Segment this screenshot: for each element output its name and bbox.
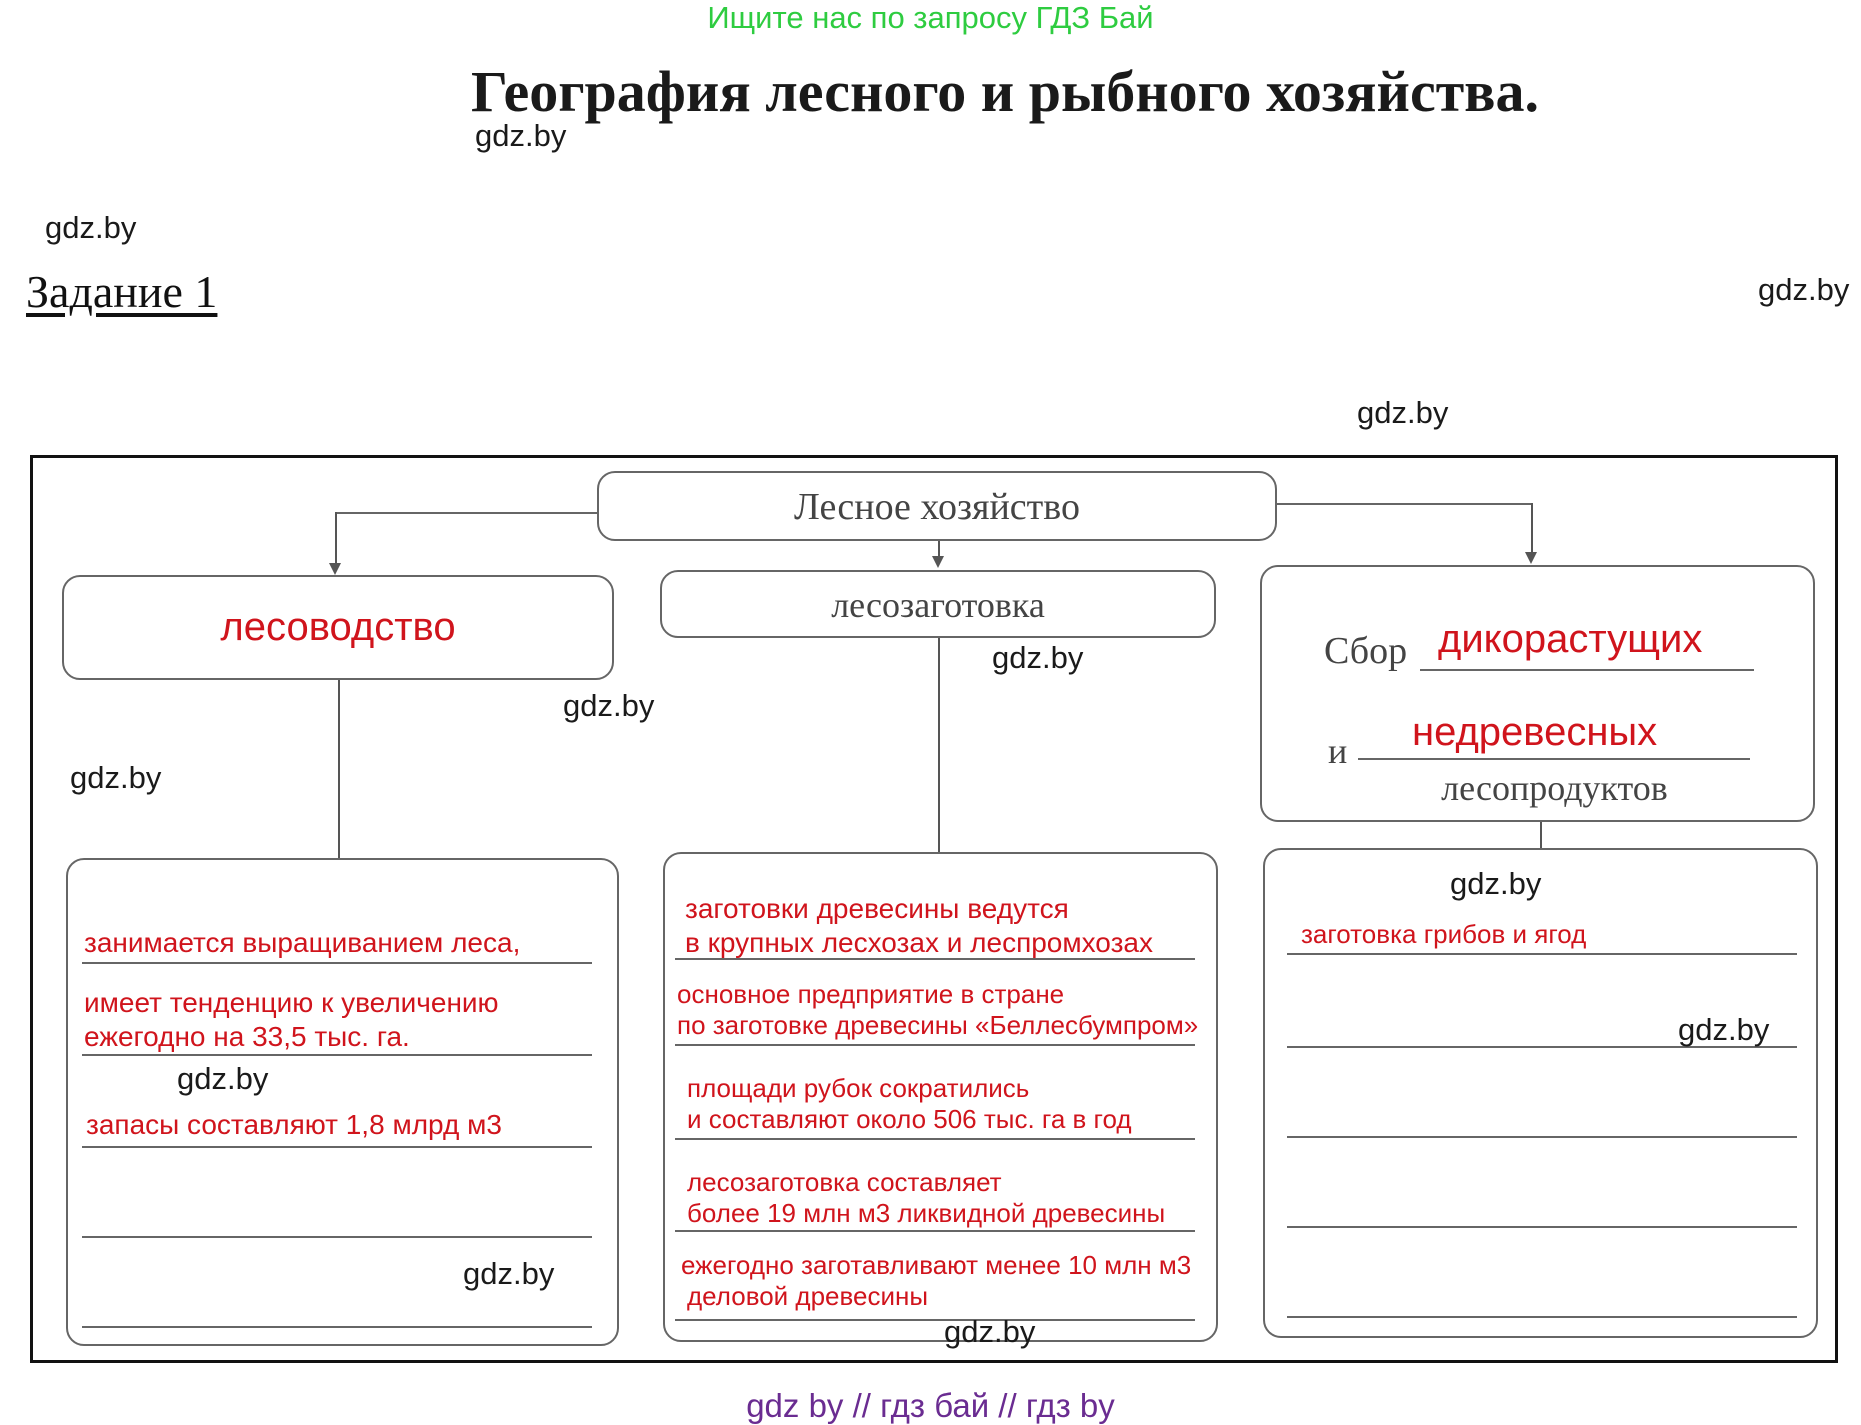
answer-line [675,958,1195,960]
footer-links: gdz by // гдз бай // гдз by [746,1387,1115,1424]
watermark: gdz.by [944,1314,1036,1349]
connector-line [335,512,597,514]
branch-left-label: лесоводство [220,605,456,649]
branch-right-answer: недревесных [1412,710,1658,754]
watermark: gdz.by [1758,272,1850,307]
answer-line [675,1230,1195,1232]
answer-line [675,1319,1195,1321]
answer-line [82,1236,592,1238]
answer-line [1287,1316,1797,1318]
page-title: География лесного и рыбного хозяйства. [470,59,1539,124]
detail-entry: основное предприятие в стране [677,979,1065,1009]
detail-entry: ежегодно на 33,5 тыс. га. [84,1021,410,1052]
arrow-down-icon [932,556,944,568]
answer-line [82,1054,592,1056]
answer-line [82,962,592,964]
detail-entry: запасы составляют 1,8 млрд м3 [86,1109,502,1140]
detail-entry: занимается выращиванием леса, [84,927,521,958]
connector-line [1531,503,1533,556]
connector-line [1276,503,1532,505]
answer-line [1358,758,1750,760]
root-node [597,471,1277,541]
detail-entry: в крупных лесхозах и леспромхозах [685,927,1153,958]
watermark: gdz.by [177,1061,269,1096]
branch-middle-label: лесозаготовка [831,585,1045,625]
watermark: gdz.by [45,210,137,245]
watermark: gdz.by [1450,866,1542,901]
detail-entry: заготовка грибов и ягод [1301,919,1587,949]
watermark: gdz.by [563,688,655,723]
branch-right-prefix: Сбор [1324,630,1408,672]
detail-entry: заготовки древесины ведутся [685,893,1069,924]
answer-line [82,1326,592,1328]
branch-right-node [1260,565,1815,822]
branch-left-node [62,575,614,680]
arrow-down-icon [1525,552,1537,564]
answer-line [1287,953,1797,955]
answer-line [1287,1136,1797,1138]
answer-line [82,1146,592,1148]
connector-line [938,638,940,852]
arrow-down-icon [329,563,341,575]
detail-entry: и составляют около 506 тыс. га в год [687,1104,1132,1134]
detail-entry: площади рубок сократились [687,1073,1030,1103]
connector-line [338,678,340,860]
detail-entry: более 19 млн м3 ликвидной древесины [687,1198,1166,1228]
root-node-label: Лесное хозяйство [794,486,1080,528]
watermark: gdz.by [1678,1012,1770,1047]
connector-line [335,512,337,567]
detail-entry: лесозаготовка составляет [687,1167,1002,1197]
answer-line [1287,1226,1797,1228]
connector-line [1540,820,1542,848]
answer-line [1420,669,1754,671]
watermark: gdz.by [70,760,162,795]
detail-entry: ежегодно заготавливают менее 10 млн м3 [681,1250,1192,1280]
promo-banner: Ищите нас по запросу ГДЗ Бай [707,0,1154,35]
details-right-box [1263,848,1818,1338]
watermark: gdz.by [475,118,567,153]
detail-entry: деловой древесины [687,1281,929,1311]
branch-right-answer: дикорастущих [1438,617,1703,661]
branch-right-suffix: лесопродуктов [1441,768,1668,808]
task-label: Задание 1 [26,266,218,317]
branch-right-conjunction: и [1328,731,1348,771]
detail-entry: имеет тенденцию к увеличению [84,987,499,1018]
answer-line [675,1138,1195,1140]
answer-line [675,1044,1195,1046]
details-middle-box [663,852,1218,1342]
detail-entry: по заготовке древесины «Беллесбумпром» [677,1010,1199,1040]
branch-middle-node [660,570,1216,638]
watermark: gdz.by [1357,395,1449,430]
watermark: gdz.by [992,640,1084,675]
watermark: gdz.by [463,1256,555,1291]
